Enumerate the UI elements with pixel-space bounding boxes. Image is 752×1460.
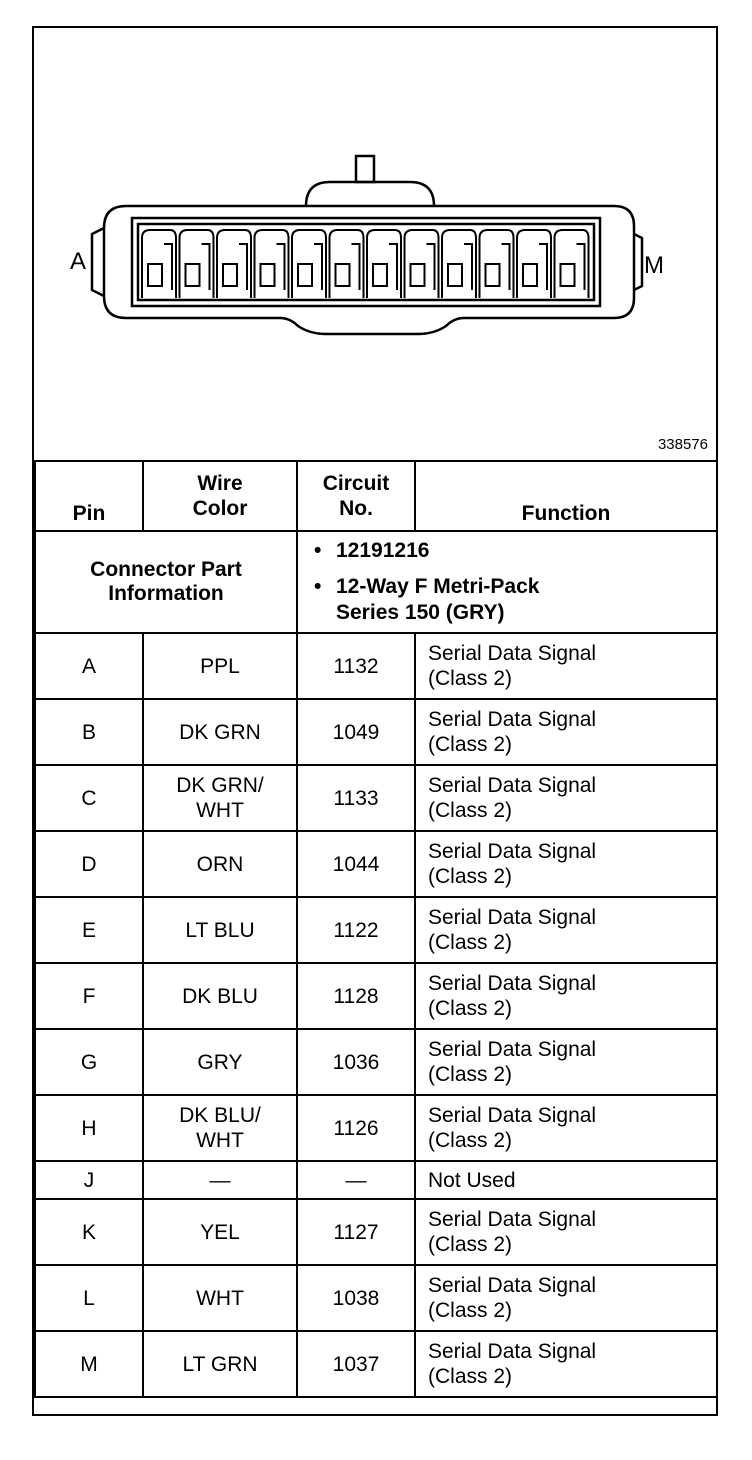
- pin-cell: [35, 1095, 143, 1161]
- function-cell-text: Serial Data Signal: [428, 708, 597, 731]
- info-label-line2: Information: [108, 582, 224, 605]
- connector-info-label: [35, 531, 297, 633]
- function-cell: [415, 633, 717, 699]
- function-cell: [415, 1161, 717, 1199]
- pin-latch: [239, 244, 247, 290]
- header-circuit: Circuit No.: [297, 461, 415, 531]
- table-row: [35, 1331, 717, 1397]
- pin-cell-text: B: [81, 720, 96, 744]
- pin-cell-text: F: [82, 984, 96, 1008]
- circuit-cell: [297, 633, 415, 699]
- connector-series: Series 150 (GRY): [336, 601, 505, 624]
- connector-sheet: [32, 26, 718, 1416]
- wire-color-cell-text: WHT: [196, 1286, 244, 1310]
- pin-cell: [35, 699, 143, 765]
- circuit-cell: [297, 1095, 415, 1161]
- wire-color-cell-text: YEL: [200, 1220, 240, 1244]
- wire-color-cell: [143, 1199, 297, 1265]
- wire-color-cell-text: DK BLU/: [179, 1104, 261, 1127]
- table-row: [35, 699, 717, 765]
- table-row: [35, 963, 717, 1029]
- header-function: Function: [415, 461, 717, 531]
- wire-color-cell: [143, 831, 297, 897]
- pin-terminal: [223, 264, 237, 286]
- wire-color-cell: [143, 963, 297, 1029]
- function-cell: [415, 1029, 717, 1095]
- circuit-cell: [297, 1331, 415, 1397]
- wire-color-cell: [143, 699, 297, 765]
- wire-color-cell-text: —: [209, 1168, 231, 1192]
- wire-color-cell: [143, 1265, 297, 1331]
- pin-cell-text: L: [83, 1286, 95, 1310]
- function-cell-text: (Class 2): [428, 1129, 513, 1152]
- function-cell-text: Not Used: [428, 1168, 516, 1192]
- wire-color-cell-text: PPL: [200, 654, 240, 678]
- table-row: [35, 897, 717, 963]
- function-cell: [415, 1095, 717, 1161]
- function-cell-text: Serial Data Signal: [428, 972, 597, 995]
- function-cell: [415, 699, 717, 765]
- pin-a-label: A: [70, 248, 87, 275]
- header-wire-color: Wire Color: [143, 461, 297, 531]
- pin-latch: [314, 244, 322, 290]
- pin-latch: [389, 244, 397, 290]
- function-cell: [415, 963, 717, 1029]
- function-cell-text: (Class 2): [428, 997, 513, 1020]
- function-cell: [415, 831, 717, 897]
- function-cell-text: (Class 2): [428, 931, 513, 954]
- wire-color-cell-text: DK BLU: [182, 984, 258, 1008]
- wire-color-cell: [143, 765, 297, 831]
- pin-latch: [277, 244, 285, 290]
- pin-cell-text: M: [80, 1352, 98, 1376]
- circuit-cell-text: 1038: [332, 1286, 380, 1310]
- wire-color-cell-text: ORN: [196, 852, 244, 876]
- function-cell-text: (Class 2): [428, 733, 513, 756]
- pin-cell-text: D: [81, 852, 97, 876]
- pin-latch: [164, 244, 172, 290]
- table-row: [35, 1199, 717, 1265]
- pin-cell: [35, 897, 143, 963]
- wire-color-cell: [143, 1161, 297, 1199]
- pin-cell: [35, 1199, 143, 1265]
- function-cell-text: Serial Data Signal: [428, 642, 597, 665]
- pin-terminal: [148, 264, 162, 286]
- function-cell-text: (Class 2): [428, 1063, 513, 1086]
- circuit-cell-text: —: [345, 1168, 367, 1192]
- pin-m-label: M: [644, 252, 664, 279]
- table-row: [35, 1029, 717, 1095]
- wire-color-cell: [143, 1029, 297, 1095]
- wire-color-cell-text: WHT: [196, 1129, 244, 1152]
- table-row: [35, 1161, 717, 1199]
- function-cell-text: Serial Data Signal: [428, 840, 597, 863]
- pin-cell-text: C: [81, 786, 97, 810]
- pin-latch: [202, 244, 210, 290]
- pin-terminal: [561, 264, 575, 286]
- function-cell-text: (Class 2): [428, 1233, 513, 1256]
- circuit-cell: [297, 1199, 415, 1265]
- wire-color-cell: [143, 1095, 297, 1161]
- pin-latch: [539, 244, 547, 290]
- wire-color-cell-text: DK GRN: [179, 720, 261, 744]
- wire-color-cell-text: GRY: [197, 1050, 243, 1074]
- table-row: [35, 633, 717, 699]
- pin-cell: [35, 1161, 143, 1199]
- circuit-cell-text: 1044: [332, 852, 380, 876]
- circuit-cell-text: 1132: [333, 654, 379, 678]
- connector-diagram: [34, 28, 716, 462]
- function-cell-text: Serial Data Signal: [428, 1208, 597, 1231]
- pin-cell: [35, 1331, 143, 1397]
- function-cell-text: Serial Data Signal: [428, 1104, 597, 1127]
- function-cell-text: Serial Data Signal: [428, 774, 597, 797]
- circuit-cell: [297, 1161, 415, 1199]
- function-cell-text: (Class 2): [428, 667, 513, 690]
- circuit-cell: [297, 1029, 415, 1095]
- connector-type: • 12-Way F Metri-Pack: [314, 575, 540, 598]
- circuit-cell: [297, 699, 415, 765]
- circuit-cell: [297, 1265, 415, 1331]
- function-cell-text: Serial Data Signal: [428, 1340, 597, 1363]
- pinout-table: [34, 460, 718, 1398]
- pin-cell-text: H: [81, 1116, 97, 1140]
- pin-cell: [35, 1265, 143, 1331]
- pin-terminal: [298, 264, 312, 286]
- circuit-cell: [297, 831, 415, 897]
- pin-latch: [464, 244, 472, 290]
- function-cell-text: (Class 2): [428, 1299, 513, 1322]
- pin-terminal: [373, 264, 387, 286]
- table-row: [35, 1095, 717, 1161]
- table-row: [35, 765, 717, 831]
- pin-cell-text: A: [81, 654, 96, 678]
- wire-color-cell: [143, 897, 297, 963]
- pin-latch: [502, 244, 510, 290]
- circuit-cell-text: 1122: [333, 918, 379, 942]
- connector-info-values: [297, 531, 717, 633]
- pin-cell-text: G: [80, 1050, 98, 1074]
- function-cell-text: (Class 2): [428, 799, 513, 822]
- wire-color-cell-text: LT BLU: [185, 918, 255, 942]
- circuit-cell: [297, 963, 415, 1029]
- header-pin: Pin: [35, 461, 143, 531]
- table-row: [35, 1265, 717, 1331]
- function-cell-text: Serial Data Signal: [428, 1274, 597, 1297]
- function-cell: [415, 1331, 717, 1397]
- pin-terminal: [448, 264, 462, 286]
- info-label-line1: Connector Part: [90, 558, 242, 581]
- function-cell: [415, 1265, 717, 1331]
- circuit-cell-text: 1128: [333, 984, 379, 1008]
- connector-drawing: [34, 28, 716, 460]
- circuit-cell-text: 1036: [332, 1050, 380, 1074]
- pin-latch: [577, 244, 585, 290]
- pin-cell: [35, 1029, 143, 1095]
- wire-color-cell-text: DK GRN/: [176, 774, 264, 797]
- pin-terminal: [486, 264, 500, 286]
- function-cell: [415, 1199, 717, 1265]
- part-number: • 12191216: [314, 539, 430, 562]
- pin-terminal: [261, 264, 275, 286]
- circuit-cell: [297, 765, 415, 831]
- circuit-cell-text: 1133: [333, 786, 379, 810]
- circuit-cell-text: 1126: [333, 1116, 379, 1140]
- pin-cell: [35, 963, 143, 1029]
- pin-cell-text: J: [83, 1168, 95, 1192]
- function-cell-text: (Class 2): [428, 1365, 513, 1388]
- pin-cell-text: K: [81, 1220, 96, 1244]
- circuit-cell-text: 1037: [332, 1352, 380, 1376]
- wire-color-cell-text: WHT: [196, 799, 244, 822]
- function-cell-text: Serial Data Signal: [428, 906, 597, 929]
- function-cell: [415, 897, 717, 963]
- pin-cell: [35, 765, 143, 831]
- pin-terminal: [523, 264, 537, 286]
- circuit-cell: [297, 897, 415, 963]
- function-cell: [415, 765, 717, 831]
- pin-terminal: [336, 264, 350, 286]
- pin-latch: [352, 244, 360, 290]
- pin-terminal: [186, 264, 200, 286]
- table-row: [35, 831, 717, 897]
- pin-cell: [35, 831, 143, 897]
- pin-cell-text: E: [81, 918, 96, 942]
- circuit-cell-text: 1049: [332, 720, 380, 744]
- pin-latch: [427, 244, 435, 290]
- wire-color-cell: [143, 1331, 297, 1397]
- pin-cell: [35, 633, 143, 699]
- wire-color-cell: [143, 633, 297, 699]
- function-cell-text: (Class 2): [428, 865, 513, 888]
- circuit-cell-text: 1127: [333, 1220, 379, 1244]
- pin-terminal: [411, 264, 425, 286]
- function-cell-text: Serial Data Signal: [428, 1038, 597, 1061]
- figure-number: 338576: [657, 436, 708, 453]
- wire-color-cell-text: LT GRN: [182, 1352, 258, 1376]
